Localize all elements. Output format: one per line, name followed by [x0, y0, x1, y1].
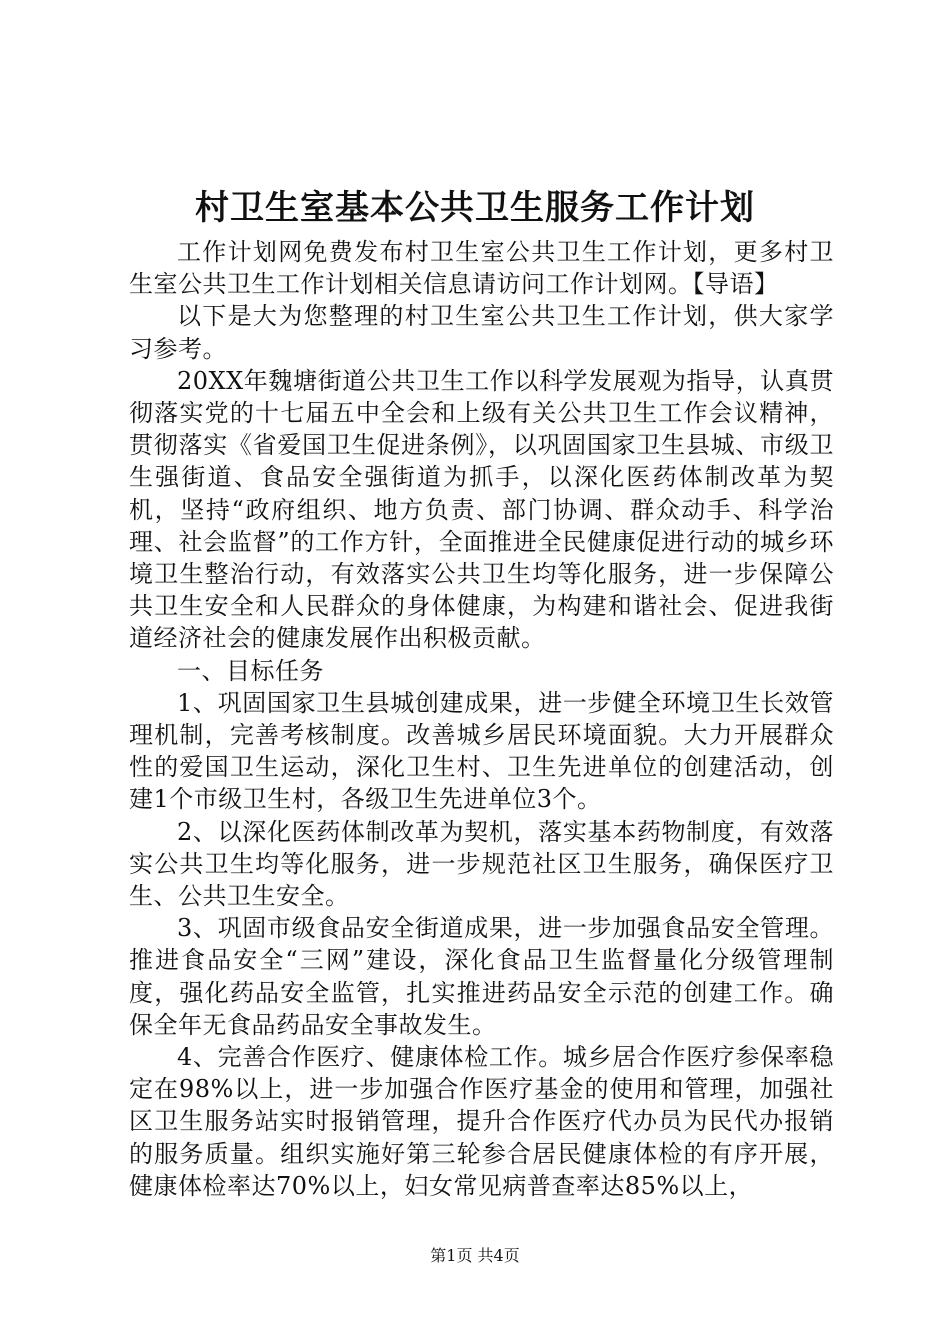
paragraph-goal-1: 1、巩固国家卫生县城创建成果，进一步健全环境卫生长效管理机制，完善考核制度。改善城乡居民环境面貌。大力开展群众性的爱国卫生运动，深化卫生村、卫生先进单位的创建活动，创建1个市级卫生村，各级卫生先进单位3个。 [129, 688, 834, 814]
paragraph-intro: 工作计划网免费发布村卫生室公共卫生工作计划，更多村卫生室公共卫生工作计划相关信息请访问工作计划网。【导语】 [129, 238, 834, 299]
section-heading-goals: 一、目标任务 [177, 656, 324, 685]
paragraph-overview: 20XX年魏塘街道公共卫生工作以科学发展观为指导，认真贯彻落实党的十七届五中全会和上级有关公共卫生工作会议精神，贯彻落实《省爱国卫生促进条例》，以巩固国家卫生县城、市级卫生强街道、食品安全强街道为抓手，以深化医药体制改革为契机，坚持“政府组织、地方负责、部门协调、群众动手、科学治理、社会监督”的工作方针，全面推进全民健康促进行动的城乡环境卫生整治行动，有效落实公共卫生均等化服务，进一步保障公共卫生安全和人民群众的身体健康，为构建和谐社会、促进我街道经济社会的健康发展作出积极贡献。 [129, 366, 834, 653]
paragraph-preface: 以下是大为您整理的村卫生室公共卫生工作计划，供大家学习参考。 [129, 302, 834, 363]
paragraph-goal-3: 3、巩固市级食品安全街道成果，进一步加强食品安全管理。推进食品安全“三网”建设，深化食品卫生监督量化分级管理制度，强化药品安全监管，扎实推进药品安全示范的创建工作。确保全年无食品药品安全事故发生。 [129, 914, 834, 1039]
document-title: 村卫生室基本公共卫生服务工作计划 [195, 188, 755, 228]
page-footer: 第1页 共4页 [430, 1246, 520, 1265]
paragraph-goal-4: 4、完善合作医疗、健康体检工作。城乡居合作医疗参保率稳定在98%以上，进一步加强合作医疗基金的使用和管理，加强社区卫生服务站实时报销管理，提升合作医疗代办员为民代办报销的服务质量。组织实施好第三轮参合居民健康体检的有序开展，健康体检率达70%以上，妇女常见病普查率达85%以上， [129, 1043, 834, 1200]
document-body [129, 236, 834, 1202]
paragraph-goal-2: 2、以深化医药体制改革为契机，落实基本药物制度，有效落实公共卫生均等化服务，进一步规范社区卫生服务，确保医疗卫生、公共卫生安全。 [129, 817, 834, 911]
